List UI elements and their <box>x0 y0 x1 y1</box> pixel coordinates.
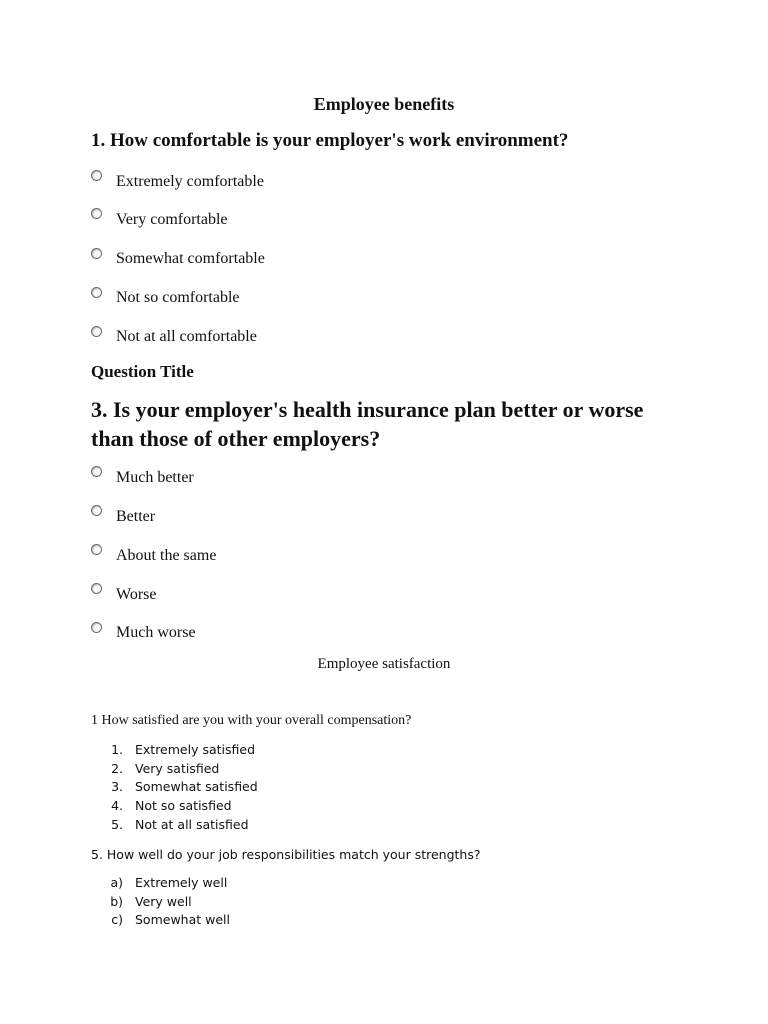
page-title: Employee benefits <box>313 94 455 114</box>
option-label: Extremely comfortable <box>116 173 264 190</box>
option-label: Not at all comfortable <box>116 328 257 345</box>
radio-button[interactable] <box>91 170 102 181</box>
question-1-text: 1. How comfortable is your employer's work environment? <box>91 130 569 151</box>
radio-button[interactable] <box>91 466 102 477</box>
list-marker: 2. <box>111 761 123 776</box>
list-marker: 3. <box>111 779 123 794</box>
question-3-text: 3. Is your employer's health insurance plan better or worse than those of other employers? <box>91 397 644 451</box>
list-marker: 5. <box>111 817 123 832</box>
radio-button[interactable] <box>91 505 102 516</box>
radio-button[interactable] <box>91 208 102 219</box>
radio-button[interactable] <box>91 544 102 555</box>
list-item: Extremely satisfied <box>135 742 256 757</box>
list-marker: 4. <box>111 798 123 813</box>
list-item: Somewhat satisfied <box>135 779 258 794</box>
option-label: Not so comfortable <box>116 289 240 306</box>
list-marker: a) <box>110 875 123 890</box>
satisfaction-question-5: 5. How well do your job responsibilities match your strengths? <box>91 847 481 862</box>
option-label: Somewhat comfortable <box>116 250 265 267</box>
option-label: Very comfortable <box>116 211 228 228</box>
list-marker: 1. <box>111 742 123 757</box>
option-label: Better <box>116 508 156 525</box>
radio-button[interactable] <box>91 326 102 337</box>
list-marker: b) <box>110 894 123 909</box>
list-item: Very well <box>135 894 192 909</box>
option-label: About the same <box>116 547 217 564</box>
list-item: Not so satisfied <box>135 798 232 813</box>
satisfaction-question-1: 1 How satisfied are you with your overall compensation? <box>91 713 412 728</box>
option-label: Worse <box>116 586 157 603</box>
option-label: Much worse <box>116 624 196 641</box>
radio-button[interactable] <box>91 287 102 298</box>
section-title: Employee satisfaction <box>317 656 451 672</box>
list-marker: c) <box>111 912 123 927</box>
list-item: Somewhat well <box>135 912 230 927</box>
question-title-label: Question Title <box>91 362 194 381</box>
list-item: Very satisfied <box>135 761 220 776</box>
list-item: Extremely well <box>135 875 228 890</box>
option-label: Much better <box>116 469 194 486</box>
list-item: Not at all satisfied <box>135 817 249 832</box>
radio-button[interactable] <box>91 622 102 633</box>
radio-button[interactable] <box>91 583 102 594</box>
radio-button[interactable] <box>91 248 102 259</box>
